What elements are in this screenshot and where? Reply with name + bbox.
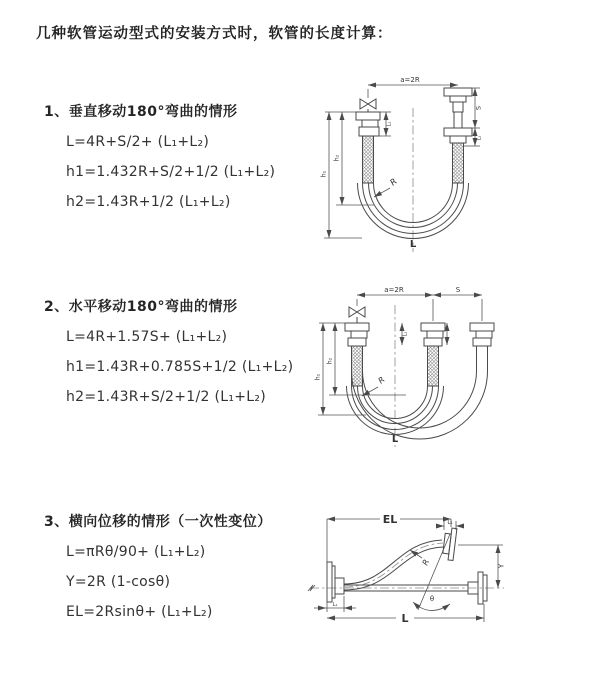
formula: Y=2R (1-cosθ) — [66, 574, 171, 590]
diagram-vertical-180-bend — [312, 66, 590, 258]
formula: L=πRθ/90+ (L₁+L₂) — [66, 544, 206, 560]
diagram-lateral-displacement — [298, 500, 600, 652]
formula: h1=1.432R+S/2+1/2 (L₁+L₂) — [66, 164, 276, 180]
section-1-heading: 1、垂直移动180°弯曲的情形 — [44, 104, 238, 120]
dim-h2: h₂ — [326, 357, 334, 365]
diagram-3-drawing — [298, 500, 600, 652]
dim-a-2r: a=2R — [384, 286, 404, 294]
hose-right-leg — [453, 143, 464, 183]
section-3 — [44, 512, 324, 622]
dim-l1-left: L₁ — [386, 121, 393, 127]
page-title: 几种软管运动型式的安装方式时，软管的长度计算： — [36, 26, 393, 42]
label-radius: R — [420, 558, 432, 567]
section-1 — [44, 102, 324, 212]
dim-a-2r: a=2R — [400, 76, 420, 84]
valve-icon — [349, 307, 365, 317]
formula: EL=2Rsinθ+ (L₁+L₂) — [66, 604, 213, 620]
section-2-heading: 2、水平移动180°弯曲的情形 — [44, 299, 238, 315]
dim-h1: h₁ — [314, 373, 322, 381]
dim-l1-right: L₁ — [476, 135, 483, 141]
label-length: L — [391, 434, 399, 445]
formula: h2=1.43R+1/2 (L₁+L₂) — [66, 194, 231, 210]
section-3-heading: 3、横向位移的情形（一次性变位） — [44, 514, 272, 530]
formula: h2=1.43R+S/2+1/2 (L₁+L₂) — [66, 389, 267, 405]
dim-el: EL — [382, 513, 398, 526]
dim-h2: h₂ — [333, 154, 341, 162]
dim-h1: h₁ — [320, 170, 328, 178]
dim-y: Y — [497, 563, 506, 569]
label-radius: R — [388, 176, 400, 189]
dim-l1-bottom: L₁ — [332, 602, 338, 608]
formula: L=4R+1.57S+ (L₁+L₂) — [66, 329, 228, 345]
label-length: L — [401, 612, 409, 625]
hose-middle-leg — [428, 346, 439, 386]
section-2 — [44, 297, 324, 407]
diagram-2-drawing — [308, 281, 600, 453]
hose-left-leg — [352, 346, 363, 386]
label-theta: θ — [429, 595, 435, 603]
valve-icon — [360, 99, 376, 109]
hose-left-leg — [363, 136, 374, 183]
label-radius: R — [376, 375, 387, 386]
dim-s: S — [455, 286, 461, 294]
formula: L=4R+S/2+ (L₁+L₂) — [66, 134, 210, 150]
dim-l1-top: L₁ — [447, 520, 453, 526]
label-length: L — [409, 239, 417, 250]
diagram-horizontal-180-bend — [308, 281, 600, 453]
diagram-1-drawing — [312, 66, 590, 258]
dim-s: S — [474, 105, 483, 111]
formula: h1=1.43R+0.785S+1/2 (L₁+L₂) — [66, 359, 294, 375]
dim-l1: L₁ — [402, 331, 409, 337]
